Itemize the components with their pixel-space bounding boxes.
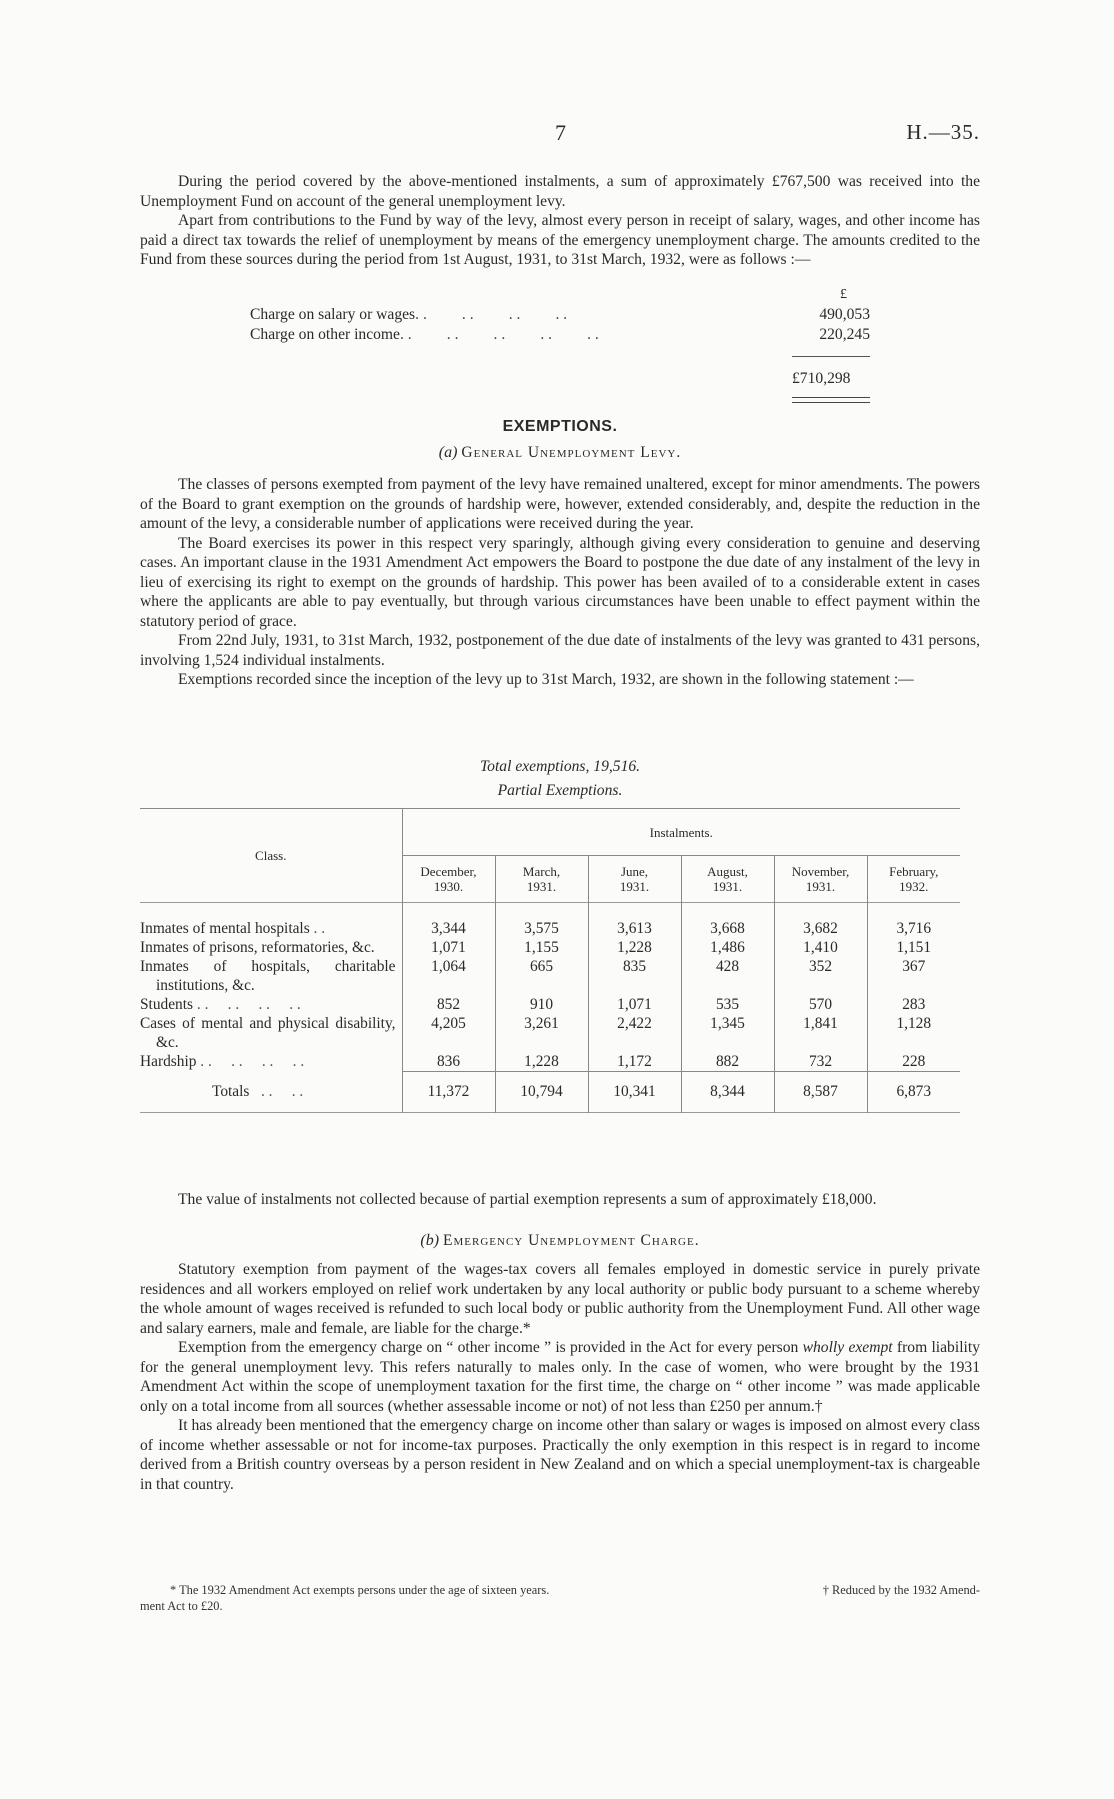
section-b-paragraph-1: Statutory exemption from payment of the wages-tax covers all females employed in domestic service in purely private residences and all workers employed on relief work undertaken by any local authority or public body pursuant to a scheme whereby the whole amount of wages received is refunded to such local body or public authority from the Unemployment Fund. All other wage and salary earners, male and female, are liable for the charge.* [140,1261,980,1337]
double-rule [792,397,870,403]
after-table-paragraph: The value of instalments not collected because of partial exemption represents a sum of approximately £18,000. [178,1191,877,1208]
row-label: Inmates of hospitals, charitable institutions, &c. [140,958,396,994]
cell: 367 [867,957,960,995]
column-header: November, 1931. [774,856,867,903]
table-row [140,957,960,995]
cell: 283 [867,995,960,1014]
totals-row: Totals . . . . 11,372 10,794 10,341 8,344 8,587 6,873 [140,1072,960,1113]
cell: 3,668 [681,919,774,938]
sum-rule [792,356,870,357]
section-a-text [140,475,980,690]
section-a-marker: (a) [438,444,458,461]
report-id: H.—35. [906,120,980,144]
footnote-dagger-continued: ment Act to £20. [140,1599,223,1613]
row-label: Cases of mental and physical disability, &c. [140,1015,396,1051]
intro-paragraph-1: During the period covered by the above-mentioned instalments, a sum of approximately £767,500 was received into the Unemployment Fund on account of the general unemployment levy. [140,173,980,210]
row-label: Students [140,996,194,1013]
page-header [140,120,980,150]
table-row: Hardship . . . . . . . . 836 1,228 1,172 882 732 228 [140,1052,960,1072]
cell: 1,228 [588,938,681,957]
intro-section [140,172,980,270]
cell: 535 [681,995,774,1014]
page-number: 7 [555,120,566,145]
cell: 882 [681,1052,774,1072]
intro-paragraph-2: Apart from contributions to the Fund by way of the levy, almost every person in receipt of salary, wages, and other income has paid a direct tax towards the relief of unemployment by means of the emergency unemployment charge. The amounts credited to the Fund from these sources during the period from 1st August, 1931, to 31st March, 1932, were as follows :— [140,212,980,268]
cell: 3,716 [867,919,960,938]
table-row: Students . . . . . . . . 852 910 1,071 535 570 283 [140,995,960,1014]
section-a-title: General Unemployment Levy. [461,444,682,461]
cell: 1,064 [402,957,495,995]
footnote-star: * The 1932 Amendment Act exempts persons under the age of sixteen years. [170,1583,550,1597]
cell: 1,228 [495,1052,588,1072]
section-b-paragraph-2: Exemption from the emergency charge on “ other income ” is provided in the Act for every person wholly exempt from liability for the general unemployment levy. This refers naturally to males only. In the case of women, who were brought by the 1931 Amendment Act within the scope of unemployment taxation for the first time, the charge on “ other income ” was made applicable only on a total income from all sources (whether assessable income or not) of not less than £250 per annum.† [140,1339,980,1415]
cell: 428 [681,957,774,995]
cell: 1,172 [588,1052,681,1072]
instalments-header: Instalments. [402,809,960,856]
cell: 1,151 [867,938,960,957]
cell: 665 [495,957,588,995]
section-b-heading [140,1232,980,1250]
totals-label: Totals [212,1082,250,1100]
column-header: February, 1932. [867,856,960,903]
cell: 4,205 [402,1014,495,1052]
row-label: Inmates of mental hospitals [140,920,310,937]
column-header: June, 1931. [588,856,681,903]
emphasis: wholly exempt [802,1339,893,1356]
section-b-text [140,1260,980,1494]
charge-amount: 490,053 [819,306,870,323]
total-cell: 11,372 [402,1072,495,1113]
cell: 2,422 [588,1014,681,1052]
cell: 3,344 [402,919,495,938]
cell: 352 [774,957,867,995]
section-b-paragraph-3: It has already been mentioned that the emergency charge on income other than salary or wages is imposed on almost every class of income whether assessable or not for income-tax purposes. Practically the only exemption in this respect is in regard to income derived from a British country overseas by a person resident in New Zealand and on which a special unemployment-tax is chargeable in that country. [140,1417,980,1493]
charge-amount: 220,245 [819,326,870,343]
table-row: Inmates of mental hospitals . . 3,344 3,575 3,613 3,668 3,682 3,716 [140,919,960,938]
charge-list [250,305,870,345]
row-label: Inmates of prisons, reformatories, &c. [140,939,375,956]
total-cell: 10,341 [588,1072,681,1113]
cell: 3,682 [774,919,867,938]
column-header: March, 1931. [495,856,588,903]
total-cell: 8,344 [681,1072,774,1113]
column-header: August, 1931. [681,856,774,903]
charge-label: Charge on other income [250,326,400,343]
table-row [140,938,960,957]
section-a-paragraph-3: From 22nd July, 1931, to 31st March, 1932, postponement of the due date of instalments of the levy was granted to 431 persons, involving 1,524 individual instalments. [140,632,980,669]
partial-exemptions-title: Partial Exemptions. [497,782,623,799]
currency-heading: £ [840,287,847,302]
footnote-dagger: † Reduced by the 1932 Amend- [822,1583,980,1597]
total-cell: 6,873 [867,1072,960,1113]
cell: 1,841 [774,1014,867,1052]
cell: 1,345 [681,1014,774,1052]
cell: 1,155 [495,938,588,957]
leader-dots: . . . . . . . . . . [399,326,599,343]
section-b-title: Emergency Unemployment Charge. [443,1232,700,1249]
section-a-paragraph-2: The Board exercises its power in this respect very sparingly, although giving every consideration to genuine and deserving cases. An important clause in the 1931 Amendment Act empowers the Board to postpone the due date of any instalment of the levy in lieu of exercising its right to exempt on the grounds of hardship. This power has been availed of to a considerable extent in cases where the applicants are able to pay eventually, but through various circumstances have been unable to effect payment within the statutory period of grace. [140,534,980,630]
cell: 910 [495,995,588,1014]
class-column-header: Class. [255,848,287,863]
total-cell: 10,794 [495,1072,588,1113]
total-exemptions: Total exemptions, 19,516. [479,758,641,775]
partial-exemptions-table [140,808,960,1113]
section-a-paragraph-1: The classes of persons exempted from payment of the levy have remained unaltered, except for minor amendments. The powers of the Board to grant exemption on the grounds of hardship were, however, extended considerably, and, despite the reduction in the amount of the levy, a considerable number of applications were received during the year. [140,476,980,532]
exemptions-heading: EXEMPTIONS. [502,418,618,435]
cell: 570 [774,995,867,1014]
cell: 3,575 [495,919,588,938]
cell: 3,613 [588,919,681,938]
column-header: December, 1930. [402,856,495,903]
charge-total: £710,298 [792,370,851,387]
footnotes [140,1582,980,1614]
cell: 1,128 [867,1014,960,1052]
leader-dots: . . . . . . . . [415,306,568,323]
cell: 1,410 [774,938,867,957]
cell: 1,486 [681,938,774,957]
cell: 835 [588,957,681,995]
section-a-paragraph-4: Exemptions recorded since the inception of the levy up to 31st March, 1932, are shown in the following statement :— [178,671,914,688]
charge-row-salary [250,305,870,325]
charge-label: Charge on salary or wages [250,306,416,323]
cell: 1,071 [402,938,495,957]
total-cell: 8,587 [774,1072,867,1113]
cell: 3,261 [495,1014,588,1052]
table-row [140,1014,960,1052]
cell: 1,071 [588,995,681,1014]
section-b-marker: (b) [420,1232,440,1249]
cell: 836 [402,1052,495,1072]
cell: 852 [402,995,495,1014]
cell: 732 [774,1052,867,1072]
section-a-heading [140,444,980,462]
after-table-text [140,1190,980,1210]
row-label: Hardship [140,1053,197,1070]
charge-row-other [250,325,870,345]
cell: 228 [867,1052,960,1072]
